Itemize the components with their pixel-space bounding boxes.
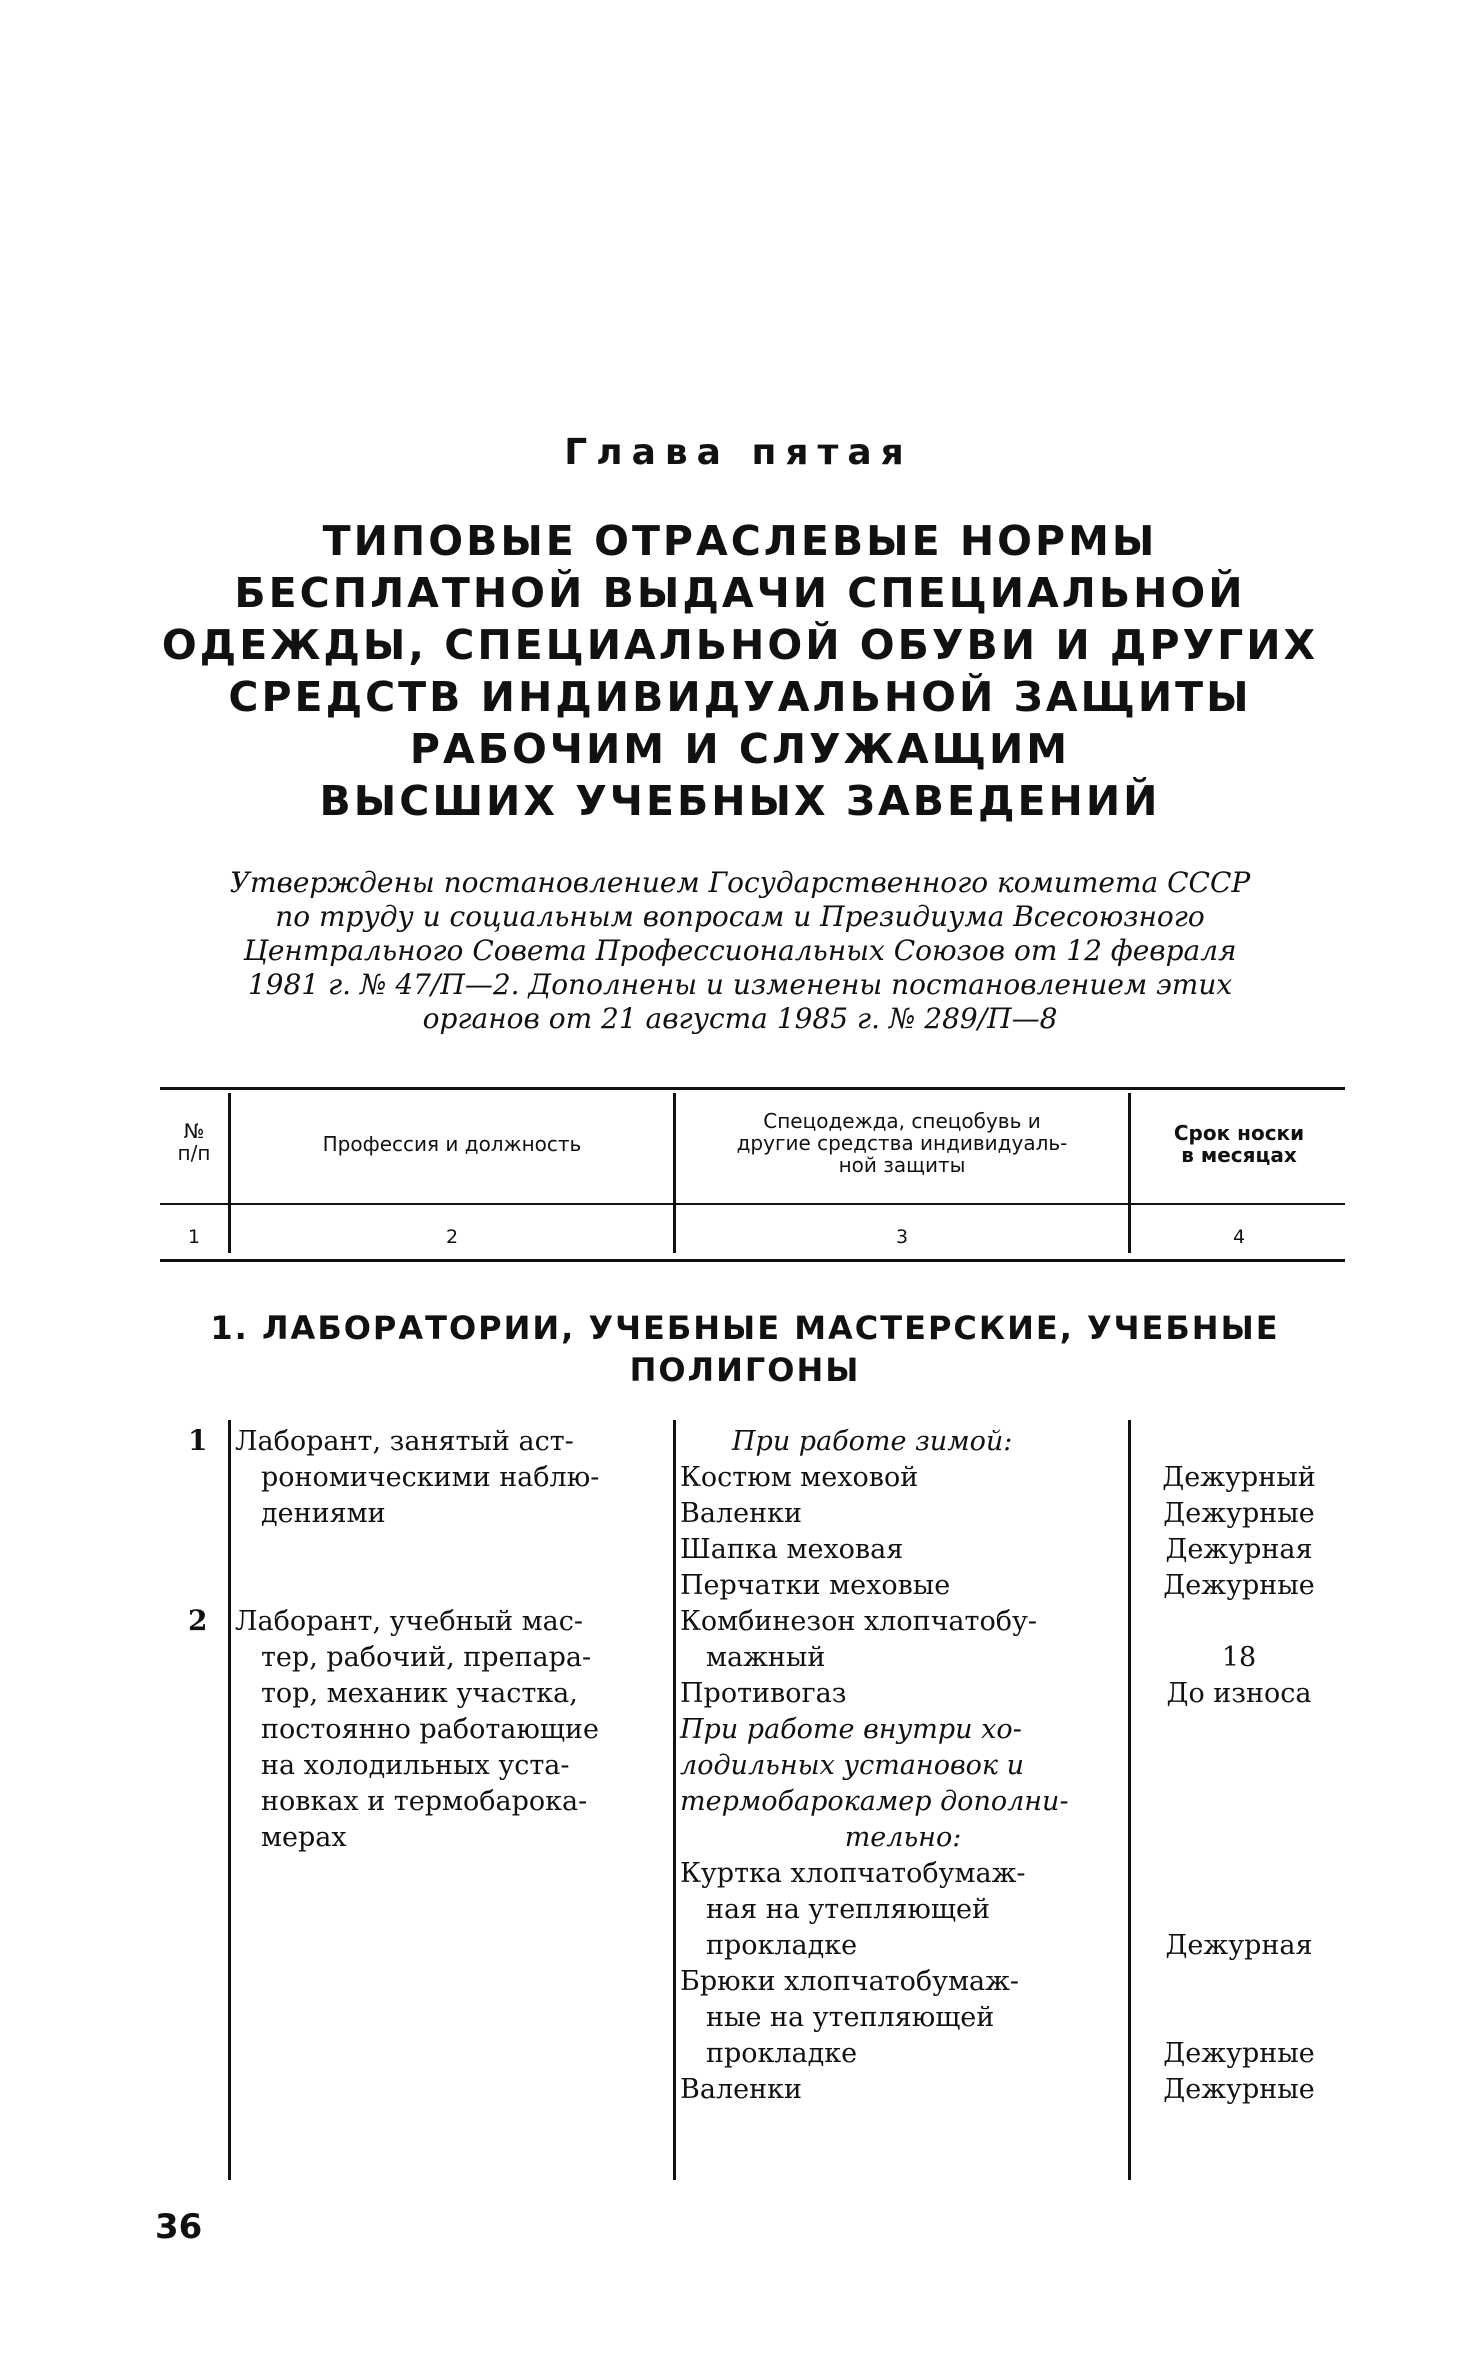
- profession-line: мерах: [261, 1822, 347, 1853]
- header-col-equipment-line: Спецодежда, спецобувь и: [763, 1109, 1041, 1133]
- item-condition: термобарокамер дополни-: [680, 1786, 1069, 1817]
- approval-line: органов от 21 августа 1985 г. № 289/П—8: [422, 1002, 1058, 1035]
- term-value: Дежурная: [1165, 1930, 1313, 1961]
- header-col-number-line: п/п: [177, 1141, 211, 1165]
- header-vline-1: [228, 1093, 231, 1253]
- item-line: Брюки хлопчатобумаж-: [680, 1966, 1020, 1997]
- approval-line: по труду и социальным вопросам и Президиума Всесоюзного: [275, 900, 1205, 933]
- title-line: ТИПОВЫЕ ОТРАСЛЕВЫЕ НОРМЫ: [322, 517, 1158, 565]
- header-col-number: [160, 1120, 228, 1164]
- title-line: РАБОЧИМ И СЛУЖАЩИМ: [409, 725, 1071, 773]
- chapter-heading: Глава пятая: [564, 432, 913, 473]
- section-heading-line: ПОЛИГОНЫ: [629, 1351, 861, 1389]
- profession-line: на холодильных уста-: [261, 1750, 570, 1781]
- item-condition: При работе зимой:: [732, 1426, 1013, 1457]
- profession-line: постоянно работающие: [261, 1714, 599, 1745]
- title-line: ОДЕЖДЫ, СПЕЦИАЛЬНОЙ ОБУВИ И ДРУГИХ: [161, 621, 1319, 669]
- item-line: Противогаз: [680, 1678, 847, 1709]
- approval-line: Центрального Совета Профессиональных Союзов от 12 февраля: [243, 934, 1237, 967]
- item-line: Перчатки меховые: [680, 1570, 951, 1601]
- term-value: 18: [1221, 1642, 1257, 1673]
- title-line: ВЫСШИХ УЧЕБНЫХ ЗАВЕДЕНИЙ: [319, 777, 1161, 825]
- header-divider-rule: [160, 1203, 1345, 1205]
- item-condition: При работе внутри хо-: [680, 1714, 1022, 1745]
- approval-line: Утверждены постановлением Государственного комитета СССР: [229, 866, 1251, 899]
- profession-line: тор, механик участка,: [261, 1678, 578, 1709]
- header-vline-2: [673, 1093, 676, 1253]
- header-col-profession-line: Профессия и должность: [322, 1132, 582, 1156]
- header-col-profession: [232, 1133, 672, 1155]
- term-value: Дежурные: [1163, 1498, 1315, 1529]
- header-col-equipment-line: ной защиты: [838, 1153, 966, 1177]
- header-col-term-line: Срок носки: [1173, 1121, 1305, 1145]
- item-line: ная на утепляющей: [706, 1894, 990, 1925]
- item-line: Шапка меховая: [680, 1534, 904, 1565]
- header-col-term: [1134, 1122, 1344, 1166]
- item-line: Валенки: [680, 2074, 802, 2105]
- header-bottom-rule: [160, 1259, 1345, 1262]
- profession-line: Лаборант, занятый аст-: [235, 1426, 574, 1457]
- item-line: Комбинезон хлопчатобу-: [680, 1606, 1037, 1637]
- column-number: 1: [187, 1226, 201, 1248]
- term-value: Дежурные: [1163, 2038, 1315, 2069]
- column-number: 3: [895, 1226, 909, 1248]
- approval-note: [150, 866, 1330, 1036]
- row-number: 2: [188, 1604, 208, 1637]
- section-heading: [170, 1307, 1320, 1391]
- term-value: Дежурная: [1165, 1534, 1313, 1565]
- item-line: Куртка хлопчатобумаж-: [680, 1858, 1026, 1889]
- profession-line: Лаборант, учебный мас-: [235, 1606, 583, 1637]
- item-line: ные на утепляющей: [706, 2002, 995, 2033]
- item-line: Костюм меховой: [680, 1462, 919, 1493]
- body-vline-1: [228, 1420, 231, 2180]
- body-vline-3: [1128, 1420, 1131, 2180]
- table-top-rule: [160, 1087, 1345, 1090]
- profession-line: тер, рабочий, препара-: [261, 1642, 592, 1673]
- row-2-items: [680, 1604, 1126, 2108]
- page-number: 36: [155, 2207, 203, 2247]
- row-1-items: [680, 1424, 1126, 1604]
- term-value: Дежурные: [1163, 1570, 1315, 1601]
- term-value: До износа: [1166, 1678, 1312, 1709]
- row-number: 1: [188, 1424, 208, 1457]
- title-line: БЕСПЛАТНОЙ ВЫДАЧИ СПЕЦИАЛЬНОЙ: [234, 569, 1246, 617]
- term-value: Дежурные: [1163, 2074, 1315, 2105]
- column-number: 2: [445, 1226, 459, 1248]
- header-col-term-line: в месяцах: [1181, 1143, 1297, 1167]
- item-line: Валенки: [680, 1498, 802, 1529]
- document-title: [140, 515, 1340, 827]
- term-value: Дежурный: [1162, 1462, 1316, 1493]
- profession-line: новках и термобарока-: [261, 1786, 588, 1817]
- row-1-profession: [235, 1424, 671, 1532]
- header-col-equipment-line: другие средства индивидуаль-: [736, 1131, 1068, 1155]
- row-1-terms: [1134, 1460, 1344, 1604]
- body-vline-2: [673, 1420, 676, 2180]
- item-line: прокладке: [706, 1930, 858, 1961]
- header-vline-3: [1128, 1093, 1131, 1253]
- title-line: СРЕДСТВ ИНДИВИДУАЛЬНОЙ ЗАЩИТЫ: [228, 673, 1252, 721]
- profession-line: дениями: [261, 1498, 386, 1529]
- approval-line: 1981 г. № 47/П—2. Дополнены и изменены постановлением этих: [247, 968, 1233, 1001]
- column-number: 4: [1232, 1226, 1246, 1248]
- profession-line: рономическими наблю-: [261, 1462, 600, 1493]
- item-condition: тельно:: [844, 1822, 962, 1853]
- section-heading-line: 1. ЛАБОРАТОРИИ, УЧЕБНЫЕ МАСТЕРСКИЕ, УЧЕБНЫЕ: [210, 1309, 1280, 1347]
- item-line: мажный: [706, 1642, 826, 1673]
- row-2-profession: [235, 1604, 671, 1856]
- header-col-number-line: №: [183, 1119, 205, 1143]
- header-col-equipment: [678, 1110, 1126, 1176]
- item-line: прокладке: [706, 2038, 858, 2069]
- item-condition: лодильных установок и: [680, 1750, 1025, 1781]
